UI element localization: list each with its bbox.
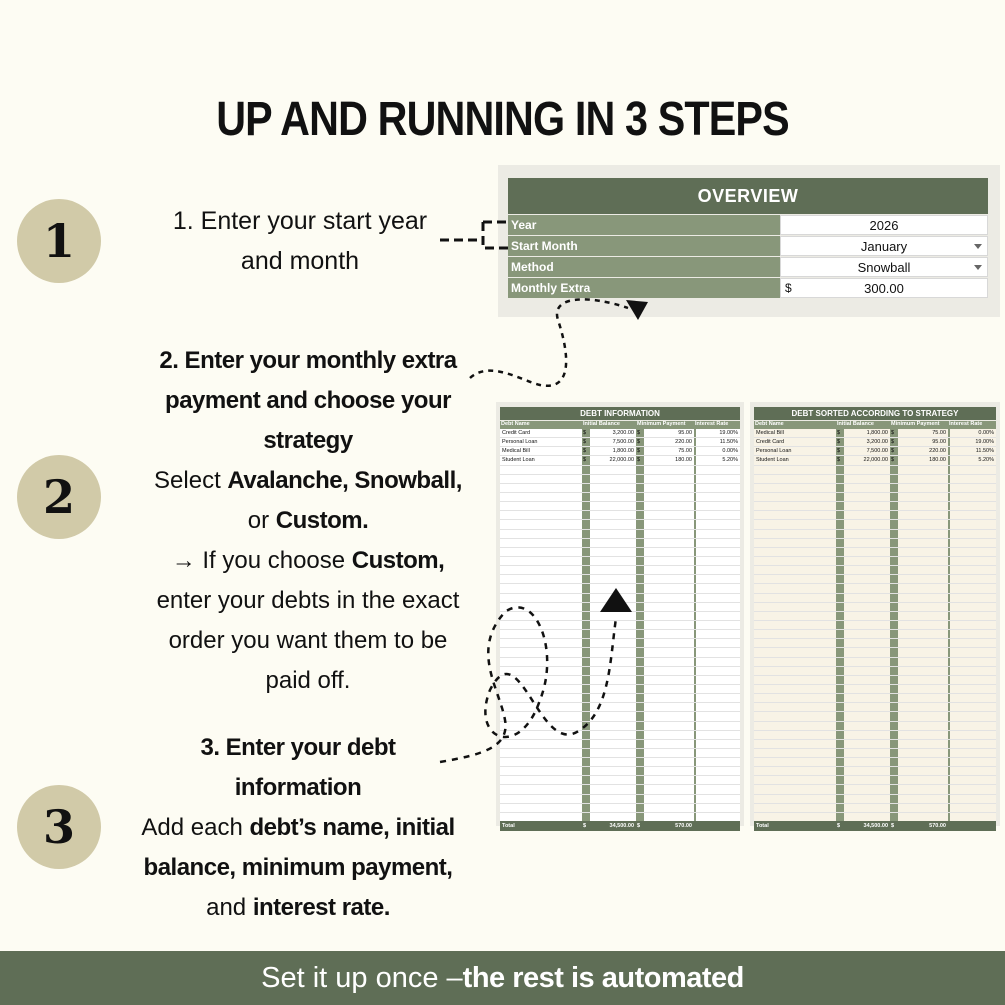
overview-label: Monthly Extra <box>508 278 780 298</box>
debt-name-cell[interactable]: Personal Loan <box>756 448 792 455</box>
year-value: 2026 <box>869 217 899 233</box>
minimum-payment-cell[interactable]: $ 75.00 <box>890 430 948 436</box>
overview-label: Method <box>508 257 780 277</box>
overview-label: Year <box>508 215 780 235</box>
monthly-extra-value: 300.00 <box>864 280 904 296</box>
step-number: 3 <box>42 800 75 854</box>
step-3-heading: information <box>234 774 362 801</box>
step-2-strategies: Avalanche, Snowball, <box>227 467 462 494</box>
step-2-line: paid off. <box>265 667 351 694</box>
minimum-payment-cell[interactable]: $ 95.00 <box>636 430 694 436</box>
step-3-heading: 3. Enter your debt <box>200 734 396 761</box>
bracket-connector <box>440 222 510 248</box>
total-payment: $ 570.00 <box>636 823 694 829</box>
column-header: Minimum Payment <box>891 421 940 427</box>
minimum-payment-cell[interactable]: $ 180.00 <box>890 457 948 463</box>
column-header: Debt Name <box>501 421 530 427</box>
interest-rate-cell[interactable]: 11.50% <box>719 439 738 446</box>
total-balance: $ 34,500.00 <box>836 823 890 829</box>
step-3-bold: debt’s name, initial <box>249 814 455 841</box>
step-2-custom: Custom, <box>351 547 445 574</box>
minimum-payment-cell[interactable]: $ 180.00 <box>636 457 694 463</box>
page-title: UP AND RUNNING IN 3 STEPS <box>216 93 789 146</box>
debt-name-cell[interactable]: Student Loan <box>502 457 535 464</box>
footer-banner <box>0 951 1005 1005</box>
initial-balance-cell[interactable]: $ 3,200.00 <box>836 439 890 445</box>
interest-rate-cell[interactable]: 5.20% <box>978 457 994 464</box>
step-3-text-part: Add each <box>141 814 250 841</box>
step-2-text-part: or <box>247 507 276 534</box>
minimum-payment-cell[interactable]: $ 75.00 <box>636 448 694 454</box>
footer-text: Set it up once – <box>261 961 463 994</box>
step-2-heading: strategy <box>263 427 353 454</box>
total-label: Total <box>756 823 769 829</box>
dashed-arrow-path <box>440 607 616 762</box>
column-header: Initial Balance <box>837 421 874 427</box>
step-2-custom: Custom. <box>275 507 369 534</box>
column-header: Interest Rate <box>949 421 983 427</box>
overview-label: Start Month <box>508 236 780 256</box>
interest-rate-cell[interactable]: 19.00% <box>975 439 994 446</box>
method-value: Snowball <box>857 259 911 275</box>
initial-balance-cell[interactable]: $ 7,500.00 <box>582 439 636 445</box>
interest-rate-cell[interactable]: 5.20% <box>722 457 738 464</box>
initial-balance-cell[interactable]: $ 1,800.00 <box>836 430 890 436</box>
initial-balance-cell[interactable]: $ 1,800.00 <box>582 448 636 454</box>
step-2-line: order you want them to be <box>168 627 448 654</box>
interest-rate-cell[interactable]: 19.00% <box>719 430 738 437</box>
initial-balance-cell[interactable]: $ 7,500.00 <box>836 448 890 454</box>
sheet-title: DEBT SORTED ACCORDING TO STRATEGY <box>754 407 996 420</box>
debt-name-cell[interactable]: Personal Loan <box>502 439 538 446</box>
total-label: Total <box>502 823 515 829</box>
currency-symbol: $ <box>785 281 792 295</box>
arrow-head <box>600 588 632 612</box>
step-number: 2 <box>42 470 75 524</box>
interest-rate-cell[interactable]: 11.50% <box>975 448 994 455</box>
step-2-heading: payment and choose your <box>165 387 451 414</box>
total-payment: $ 570.00 <box>890 823 948 829</box>
interest-rate-cell[interactable]: 0.00% <box>722 448 738 455</box>
debt-name-cell[interactable]: Credit Card <box>502 430 531 437</box>
overview-title: OVERVIEW <box>508 178 988 214</box>
initial-balance-cell[interactable]: $ 22,000.00 <box>836 457 890 463</box>
sheet-title: DEBT INFORMATION <box>500 407 740 420</box>
total-balance: $ 34,500.00 <box>582 823 636 829</box>
debt-name-cell[interactable]: Student Loan <box>756 457 789 464</box>
step-1-line: 1. Enter your start year <box>172 207 428 235</box>
debt-name-cell[interactable]: Medical Bill <box>502 448 530 455</box>
step-2-text-part: → If you choose <box>171 547 352 574</box>
minimum-payment-cell[interactable]: $ 95.00 <box>890 439 948 445</box>
initial-balance-cell[interactable]: $ 3,200.00 <box>582 430 636 436</box>
column-header: Minimum Payment <box>637 421 686 427</box>
step-2-text-part: Select <box>154 467 228 494</box>
dashed-arrow-path <box>470 299 628 385</box>
minimum-payment-cell[interactable]: $ 220.00 <box>636 439 694 445</box>
step-3-bold: balance, minimum payment, <box>143 854 453 881</box>
step-number: 1 <box>42 214 75 268</box>
debt-name-cell[interactable]: Medical Bill <box>756 430 784 437</box>
step-1-line: and month <box>240 247 360 275</box>
step-3-bold: interest rate. <box>252 894 390 921</box>
column-header: Debt Name <box>755 421 784 427</box>
footer-bold-text: the rest is automated <box>462 961 744 994</box>
debt-name-cell[interactable]: Credit Card <box>756 439 785 446</box>
initial-balance-cell[interactable]: $ 22,000.00 <box>582 457 636 463</box>
interest-rate-cell[interactable]: 0.00% <box>978 430 994 437</box>
column-header: Initial Balance <box>583 421 620 427</box>
step-3-text-part: and <box>206 894 253 921</box>
minimum-payment-cell[interactable]: $ 220.00 <box>890 448 948 454</box>
step-2-line: enter your debts in the exact <box>156 587 460 614</box>
column-header: Interest Rate <box>695 421 729 427</box>
arrow-head <box>626 300 648 320</box>
step-2-heading: 2. Enter your monthly extra <box>159 347 457 374</box>
start-month-value: January <box>860 238 908 254</box>
